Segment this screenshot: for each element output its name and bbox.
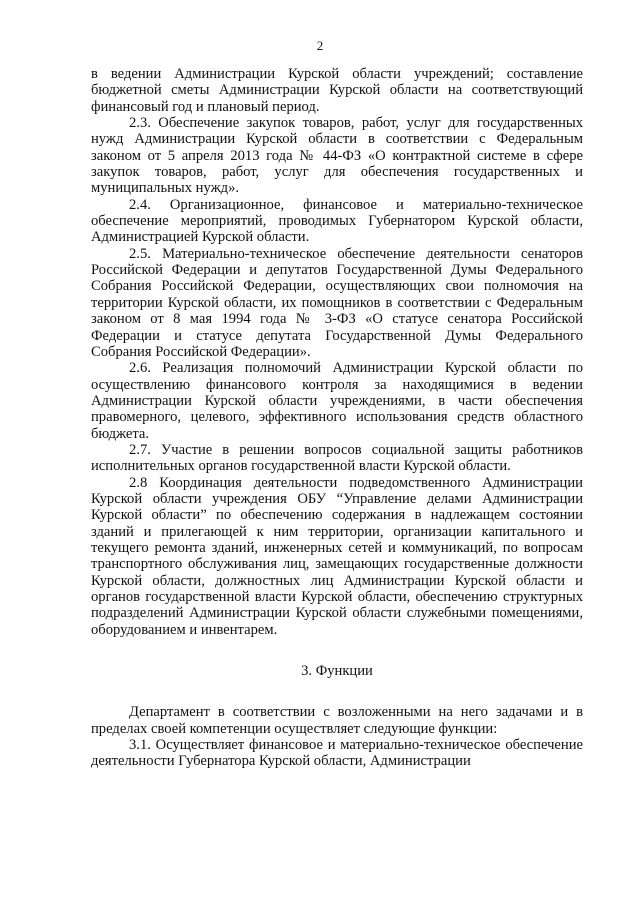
section-heading: 3. Функции [301, 663, 373, 680]
paragraph-3-1: 3.1. Осуществляет финансовое и материально-техническое обеспечение деятельности Губернатора Курской области, Администрации [91, 737, 583, 770]
paragraph-2-8: 2.8 Координация деятельности подведомственного Администрации Курской области учреждения ОБУ “Управление делами Администрации Курской области” по обеспечению содержания в надлежащем состоянии зданий и прилегающей к ним территории, организации капитального и текущего ремонта зданий, инженерных сетей и коммуникаций, по вопросам транспортного обслуживания лиц, замещающих государственные должности Курской области, должностных лиц Администрации Курской области и органов государственной власти Курской области, обеспечению структурных подразделений Администрации Курской области служебными помещениями, оборудованием и инвентарем. [91, 474, 583, 638]
paragraph-2-6: 2.6. Реализация полномочий Администрации Курской области по осуществлению финансового контроля за находящимися в ведении Администрации Курской области учреждениями, в части обеспечения правомерного, целевого, эффективного использования средств областного бюджета. [91, 360, 583, 442]
paragraph-2-5: 2.5. Материально-техническое обеспечение деятельности сенаторов Российской Федерации и депутатов Государственной Думы Федерального Собрания Российской Федерации, осуществляющих свои полномочия на территории Курской области, их помощников в соответствии с Федеральным законом от 8 мая 1994 года № 3-ФЗ «О статусе сенатора Российской Федерации и статусе депутата Государственной Думы Федерального Собрания Российской Федерации». [91, 245, 583, 360]
paragraph-2-7: 2.7. Участие в решении вопросов социальной защиты работников исполнительных органов государственной власти Курской области. [91, 441, 583, 475]
paragraph-continuation: в ведении Администрации Курской области учреждений; составление бюджетной сметы Администрации Курской области на соответствующий финансовый год и плановый период. [91, 66, 583, 115]
paragraph-2-4: 2.4. Организационное, финансовое и материально-техническое обеспечение мероприятий, проводимых Губернатором Курской области, Администрацией Курской области. [91, 196, 583, 246]
document-body [91, 66, 583, 770]
paragraph-intro-functions: Департамент в соответствии с возложенными на него задачами и в пределах своей компетенции осуществляет следующие функции: [91, 704, 583, 737]
page-number: 2 [316, 38, 324, 53]
paragraph-2-3: 2.3. Обеспечение закупок товаров, работ, услуг для государственных нужд Администрации Курской области в соответствии с Федеральным законом от 5 апреля 2013 года № 44-ФЗ «О контрактной системе в сфере закупок товаров, работ, услуг для обеспечения государственных и муниципальных нужд». [91, 115, 583, 197]
